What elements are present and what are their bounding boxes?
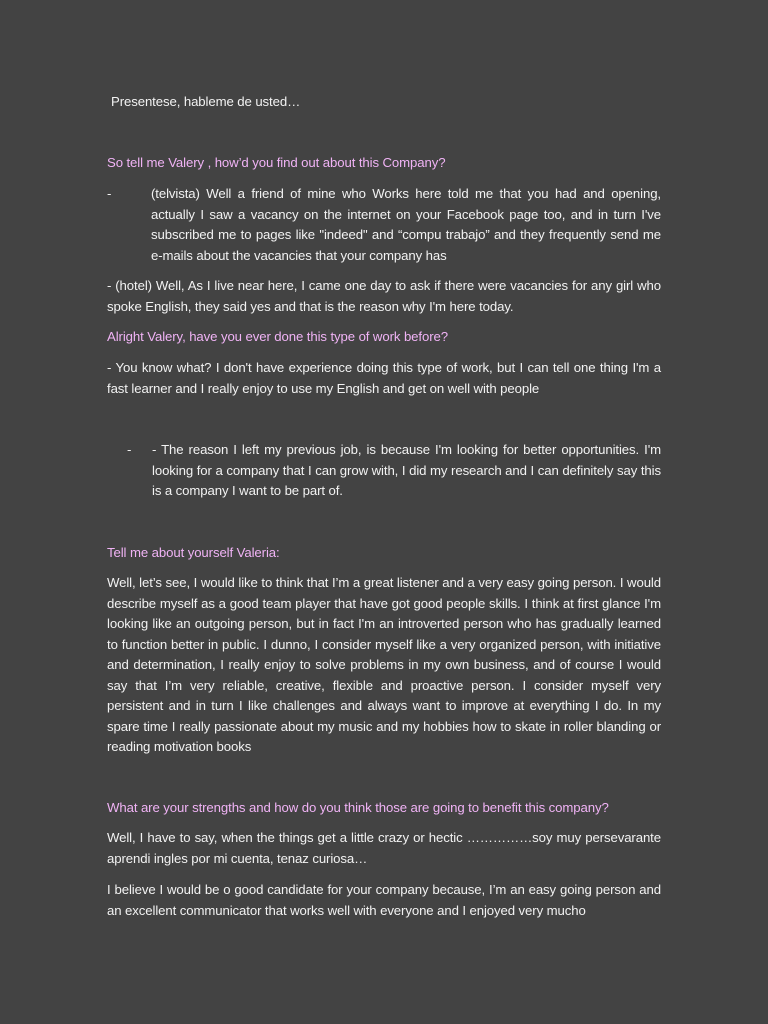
- question-about-yourself: Tell me about yourself Valeria:: [107, 545, 280, 560]
- question-work-experience: Alright Valery, have you ever done this type of work before?: [107, 329, 448, 344]
- question-company-discovery: So tell me Valery , how’d you find out about this Company?: [107, 155, 446, 170]
- answer-previous-job-text: - The reason I left my previous job, is because I'm looking for better opportunities. I'm looking for a company that I can grow with, I did my research and I can definitely say this is a company I want to be part of.: [152, 442, 661, 498]
- intro-line: Presentese, hableme de usted…: [111, 94, 301, 109]
- bullet-dash: -: [107, 186, 112, 201]
- answer-previous-job: [127, 440, 661, 502]
- bullet-dash: -: [127, 442, 132, 457]
- answer-hotel: - (hotel) Well, As I live near here, I came one day to ask if there were vacancies for any girl who spoke English, they said yes and that is the reason why I'm here today.: [107, 278, 661, 314]
- answer-telvista: [107, 184, 661, 266]
- answer-about-yourself: Well, let’s see, I would like to think that I’m a great listener and a very easy going person. I would describe myself as a good team player that have got good people skills. I think at first glance I'm looking like an outgoing person, but in fact I'm an introverted person who has gradually learned to function better in public. I dunno, I consider myself like a very organized person, with initiative and determination, I really enjoy to solve problems in my own business, and of course I would say that I’m very reliable, creative, flexible and proactive person. I consider myself very persistent and in turn I like challenges and always want to improve at everything I do. In my spare time I really passionate about my music and my hobbies how to skate in roller blanding or reading motivation books: [107, 575, 661, 754]
- answer-telvista-text: (telvista) Well a friend of mine who Works here told me that you had and opening, actually I saw a vacancy on the internet on your Facebook page too, and in turn I've subscribed me to pages like "indeed" and “compu trabajo” and they frequently send me e-mails about the vacancies that your company has: [151, 186, 661, 263]
- question-strengths: What are your strengths and how do you think those are going to benefit this company?: [107, 800, 609, 815]
- answer-strengths: Well, I have to say, when the things get a little crazy or hectic ……………soy muy persevarante aprendi ingles por mi cuenta, tenaz curiosa…: [107, 830, 661, 866]
- answer-good-candidate: I believe I would be o good candidate for your company because, I’m an easy going person and an excellent communicator that works well with everyone and I enjoyed very mucho: [107, 882, 661, 918]
- answer-experience: - You know what? I don't have experience doing this type of work, but I can tell one thing I'm a fast learner and I really enjoy to use my English and get on well with people: [107, 360, 661, 396]
